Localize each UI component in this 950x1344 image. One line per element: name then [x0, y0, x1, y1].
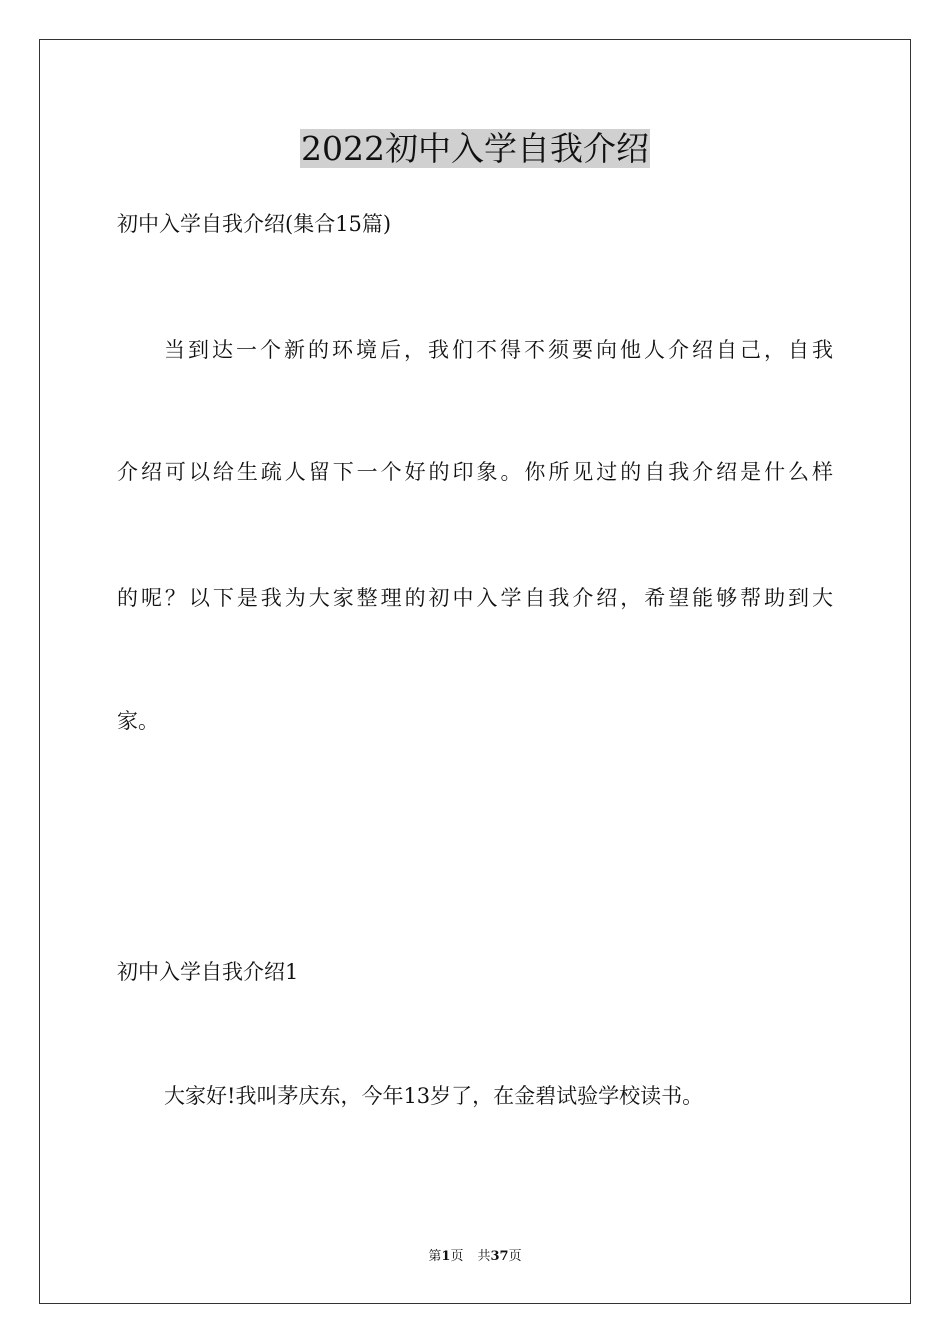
- footer-total-suffix: 页: [508, 1249, 522, 1264]
- section-heading: 初中入学自我介绍1: [117, 960, 299, 984]
- footer-page-total: 37: [490, 1249, 509, 1264]
- document-title: [0, 126, 950, 172]
- footer-total-prefix: 共: [477, 1249, 491, 1264]
- page-footer: [0, 1248, 950, 1266]
- intro-line-3: 的呢？以下是我为大家整理的初中入学自我介绍，希望能够帮助到大: [117, 586, 833, 610]
- footer-page-current: 1: [441, 1249, 451, 1264]
- section-paragraph-line: 大家好!我叫茅庆东，今年13岁了，在金碧试验学校读书。: [164, 1084, 704, 1108]
- document-title-text: 2022初中入学自我介绍: [301, 129, 649, 168]
- intro-line-2: 介绍可以给生疏人留下一个好的印象。你所见过的自我介绍是什么样: [117, 460, 833, 484]
- footer-page-prefix: 第: [428, 1249, 442, 1264]
- document-subtitle: 初中入学自我介绍(集合15篇): [117, 212, 392, 236]
- footer-page-suffix: 页: [450, 1249, 464, 1264]
- intro-line-1: 当到达一个新的环境后，我们不得不须要向他人介绍自己，自我: [164, 338, 833, 362]
- intro-line-4: 家。: [117, 709, 159, 733]
